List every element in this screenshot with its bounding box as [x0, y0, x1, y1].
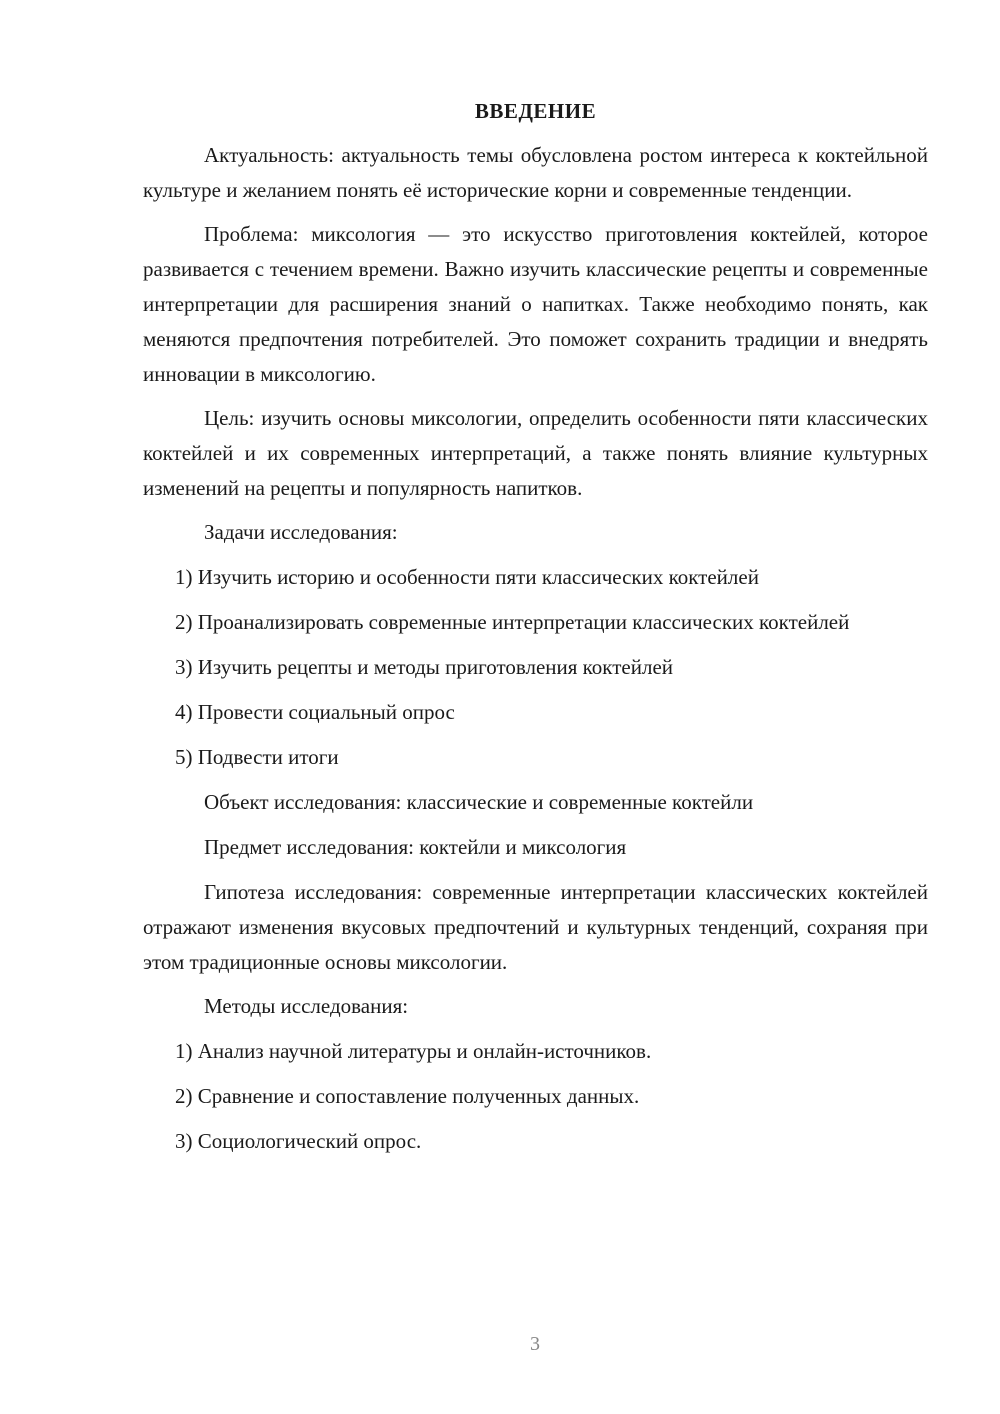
- actuality-paragraph: Актуальность: актуальность темы обусловлена ростом интереса к коктейльной культуре и желанием понять её исторические корни и современные тенденции.: [143, 143, 928, 202]
- task-item: 5) Подвести итоги: [175, 745, 339, 769]
- section-heading: ВВЕДЕНИЕ: [474, 99, 597, 123]
- document-page: [143, 96, 928, 1169]
- task-item: 4) Провести социальный опрос: [175, 700, 455, 724]
- page-number: 3: [530, 1333, 540, 1355]
- method-item: 2) Сравнение и сопоставление полученных данных.: [175, 1084, 640, 1108]
- methods-title: Методы исследования:: [204, 994, 409, 1018]
- task-item: 2) Проанализировать современные интерпретации классических коктейлей: [175, 610, 850, 634]
- task-item: 1) Изучить историю и особенности пяти классических коктейлей: [175, 565, 759, 589]
- goal-paragraph: Цель: изучить основы миксологии, определить особенности пяти классических коктейлей и их современных интерпретаций, а также понять влияние культурных изменений на рецепты и популярность напитков.: [143, 406, 928, 500]
- method-item: 3) Социологический опрос.: [175, 1129, 422, 1153]
- hypothesis-paragraph: Гипотеза исследования: современные интерпретации классических коктейлей отражают изменения вкусовых предпочтений и культурных тенденций, сохраняя при этом традиционные основы миксологии.: [143, 880, 928, 974]
- method-item: 1) Анализ научной литературы и онлайн-источников.: [175, 1039, 652, 1063]
- tasks-title: Задачи исследования:: [204, 520, 398, 544]
- task-item: 3) Изучить рецепты и методы приготовления коктейлей: [175, 655, 674, 679]
- problem-paragraph: Проблема: миксология — это искусство приготовления коктейлей, которое развивается с течением времени. Важно изучить классические рецепты и современные интерпретации для расширения знаний о напитках. Также необходимо понять, как меняются предпочтения потребителей. Это поможет сохранить традиции и внедрять инновации в миксологию.: [143, 222, 928, 386]
- research-subject: Предмет исследования: коктейли и миксология: [204, 835, 627, 859]
- research-object: Объект исследования: классические и современные коктейли: [204, 790, 754, 814]
